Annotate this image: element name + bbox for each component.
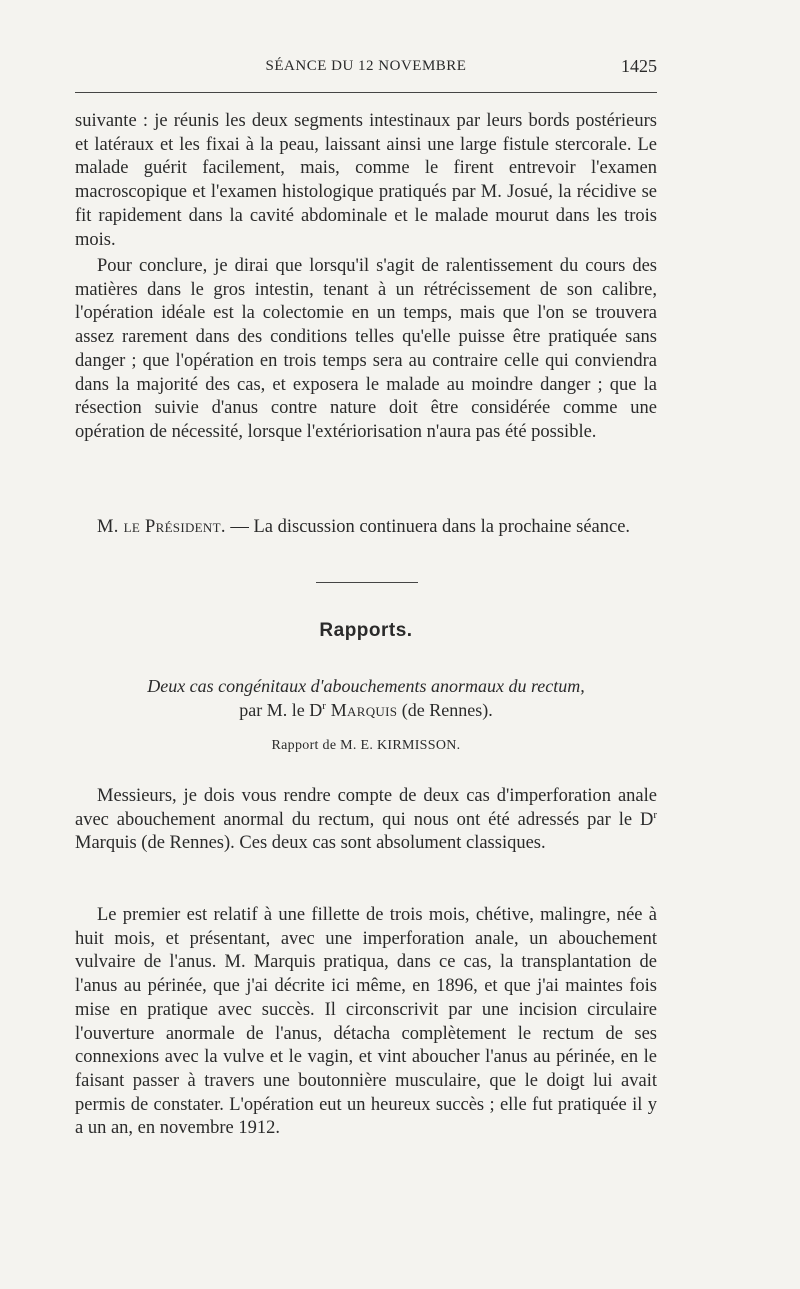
p4-part-a: Messieurs, je dois vous rendre compte de deux cas d'imperforation anale avec abouchement anormal du rectum, qui nous ont été adressés par le D — [75, 786, 657, 830]
rapport-line: Rapport de M. E. KIRMISSON. — [271, 738, 461, 753]
paragraph-conclusion: Pour conclure, je dirai que lorsqu'il s'agit de ralentissement du cours des matières dans le gros intestin, tenant à un rétrécissement de son calibre, l'opération idéale est la colectomie en un temps, mais que l'on se trouvera assez rarement dans des conditions telles qu'elle puisse être pratiquée sans danger ; que l'opération en trois temps sera au contraire celle qui conviendra dans la majorité des cas, et exposera le malade au moindre danger ; que la résection suivie d'anus contre nature doit être considérée comme une opération de nécessité, lorsque l'extériorisation n'aura pas été possible. — [75, 256, 657, 442]
paragraph-first-case: Le premier est relatif à une fillette de trois mois, chétive, malingre, née à huit mois, et présentant, avec une imperforation anale, un abouchement vulvaire de l'anus. M. Marquis pratiqua, dans ce cas, la transplantation de l'anus au périnée, que j'ai décrite ici même, en 1896, et que j'ai maintes fois mise en pratique avec succès. Il circonscrivit par une incision circulaire l'ouverture anormale de l'anus, détacha complètement le rectum de ses connexions avec la vulve et le vagin, et vint aboucher l'anus au périnée, en le faisant passer à travers une boutonnière musculaire, que le doigt lui avait permis de constater. L'opération eut un heureux succès ; elle fut pratiquée il y a un an, en novembre 1912. — [75, 905, 657, 1139]
paragraph-messieurs — [75, 785, 657, 856]
p4-sup: r — [653, 808, 657, 821]
author-name: Marquis — [325, 700, 398, 720]
report-title: Deux cas congénitaux d'abouchements anormaux du rectum, — [147, 676, 585, 696]
author-sup: r — [322, 700, 326, 712]
page-number: 1425 — [621, 56, 657, 76]
author-suffix: (de Rennes). — [397, 700, 493, 720]
section-separator — [316, 582, 418, 583]
president-remark: — La discussion continuera dans la prochaine séance. — [225, 517, 631, 537]
paragraph-continuation: suivante : je réunis les deux segments intestinaux par leurs bords postérieurs et latéraux et les fixai à la peau, laissant ainsi une large fistule stercorale. Le malade guérit facilement, mais, comme le firent entrevoir l'examen macroscopique et l'examen histologique pratiqués par M. Josué, la récidive se fit rapidement dans la cavité abdominale et le malade mourut dans les trois mois. — [75, 111, 657, 250]
running-header — [75, 56, 657, 80]
author-prefix: par M. le D — [239, 700, 323, 720]
p4-part-b: Marquis (de Rennes). Ces deux cas sont absolument classiques. — [75, 833, 546, 854]
section-heading: Rapports. — [319, 620, 413, 641]
header-rule — [75, 92, 657, 93]
speaker-name: M. le Président. — [97, 517, 226, 537]
paragraph-president — [75, 516, 657, 540]
header-title: SÉANCE DU 12 NOVEMBRE — [265, 58, 467, 74]
report-author — [75, 700, 657, 721]
